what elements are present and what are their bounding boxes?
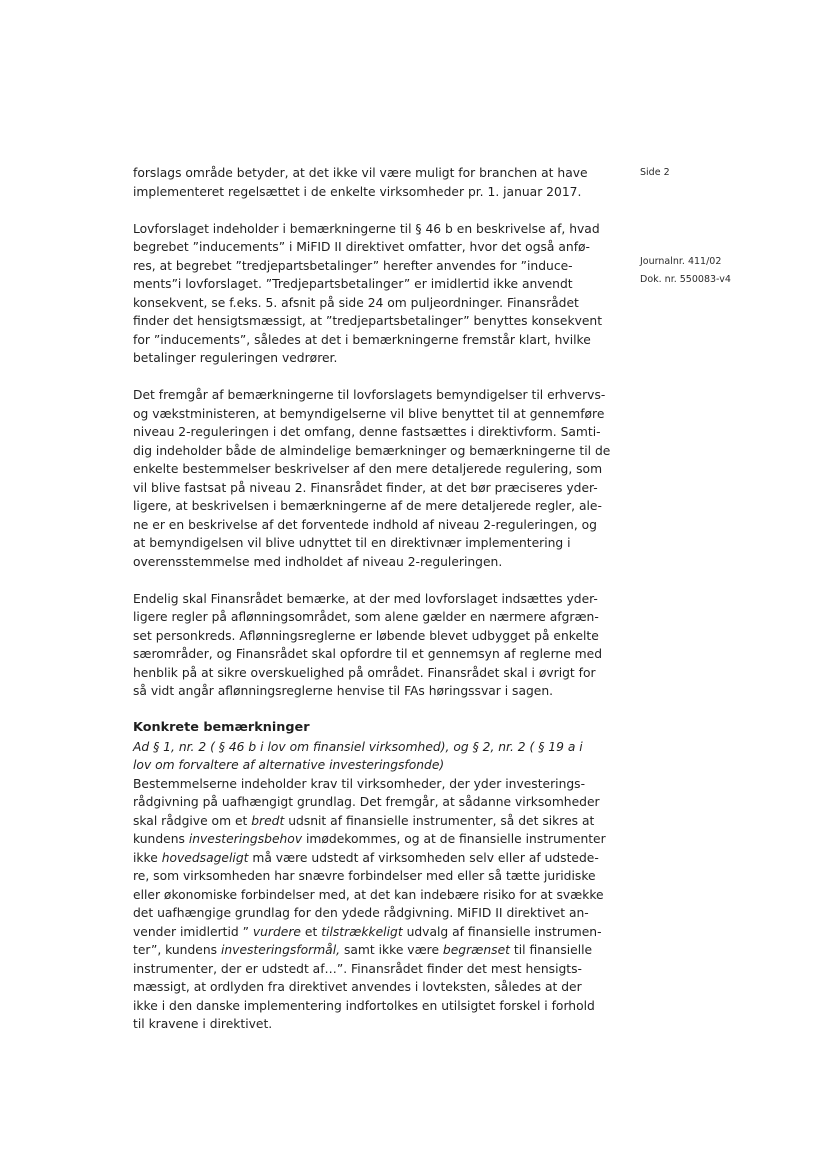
- text-line: for ”inducements”, således at det i bemærkningerne fremstår klart, hvilke: [133, 332, 591, 347]
- text-line: kundens investeringsbehov imødekommes, og at de finansielle instrumenter: [133, 832, 606, 846]
- text-line: instrumenter, der er udstedt af…”. Finansrådet finder det mest hensigts-: [133, 961, 582, 976]
- text-line: dig indeholder både de almindelige bemærkninger og bemærkningerne til de: [133, 443, 611, 458]
- text-line: henblik på at sikre overskuelighed på området. Finansrådet skal i øvrigt for: [133, 665, 596, 680]
- journal-number: Journalnr. 411/02: [640, 256, 722, 267]
- text-line: niveau 2-reguleringen i det omfang, denne fastsættes i direktivform. Samti-: [133, 425, 601, 439]
- text-line: ligere, at beskrivelsen i bemærkningerne af de mere detaljerede regler, ale-: [133, 499, 602, 513]
- text-line: eller økonomiske forbindelser med, at det kan indebære risiko for at svække: [133, 887, 604, 902]
- text-line: begrebet ”inducements” i MiFID II direktivet omfatter, hvor det også anfø-: [133, 240, 590, 254]
- text-line: rådgivning på uafhængigt grundlag. Det fremgår, at sådanne virksomheder: [133, 795, 600, 809]
- reference-block: [640, 253, 731, 289]
- paragraph-1: [133, 164, 603, 201]
- text-line: ter”, kundens investeringsformål, samt ikke være begrænset til finansielle: [133, 943, 593, 957]
- text-line: vender imidlertid ” vurdere et tilstrækkeligt udvalg af finansielle instrumen-: [133, 924, 602, 939]
- text-line: finder det hensigtsmæssigt, at ”tredjepartsbetalinger” benyttes konsekvent: [133, 314, 603, 328]
- text-line: re, som virksomheden har snævre forbindelser med eller så tætte juridiske: [133, 869, 596, 883]
- text-line: betalinger reguleringen vedrører.: [133, 351, 338, 365]
- text-line: Endelig skal Finansrådet bemærke, at der med lovforslaget indsættes yder-: [133, 591, 598, 606]
- page-number-label: Side 2: [640, 167, 670, 178]
- text-line: mæssigt, at ordlyden fra direktivet anvendes i lovteksten, således at der: [133, 980, 582, 994]
- section-subheading: Ad § 1, nr. 2 ( § 46 b i lov om finansiel virksomhed), og § 2, nr. 2 ( § 19 a i: [133, 739, 583, 754]
- emphasis: investeringsbehov: [188, 832, 303, 846]
- document-number: Dok. nr. 550083-v4: [640, 274, 731, 285]
- section-heading: Konkrete bemærkninger: [133, 720, 310, 735]
- text-line: at bemyndigelsen vil blive udnyttet til en direktivnær implementering i: [133, 536, 571, 550]
- text-line: og vækstministeren, at bemyndigelserne vil blive benyttet til at gennemføre: [133, 406, 605, 421]
- emphasis: vurdere: [252, 924, 301, 939]
- text-line: det uafhængige grundlag for den ydede rådgivning. MiFID II direktivet an-: [133, 906, 589, 920]
- text-line: Det fremgår af bemærkningerne til lovforslagets bemyndigelser til erhvervs-: [133, 388, 606, 402]
- section-subheading: lov om forvaltere af alternative investeringsfonde): [133, 758, 445, 772]
- body-text: [133, 164, 611, 1034]
- text-line: res, at begrebet ”tredjepartsbetalinger” herefter anvendes for ”induce-: [133, 258, 573, 273]
- emphasis: tilstrækkeligt: [321, 924, 403, 939]
- text-line: vil blive fastsat på niveau 2. Finansrådet finder, at det bør præciseres yder-: [133, 480, 598, 495]
- text-line: konsekvent, se f.eks. 5. afsnit på side 24 om puljeordninger. Finansrådet: [133, 295, 579, 310]
- text-line: Lovforslaget indeholder i bemærkningerne til § 46 b en beskrivelse af, hvad: [133, 221, 600, 236]
- text-line: særområder, og Finansrådet skal opfordre til et gennemsyn af reglerne med: [133, 647, 603, 661]
- text-line: så vidt angår aflønningsreglerne henvise til FAs høringssvar i sagen.: [133, 684, 554, 698]
- emphasis: bredt: [251, 813, 285, 828]
- text-line: ikke hovedsageligt må være udstedt af virksomheden selv eller af udstede-: [133, 850, 599, 865]
- text-line: ne er en beskrivelse af det forventede indhold af niveau 2-reguleringen, og: [133, 517, 597, 532]
- text-line: overensstemmelse med indholdet af niveau 2-reguleringen.: [133, 554, 503, 569]
- text-line: ikke i den danske implementering indfortolkes en utilsigtet forskel i forhold: [133, 998, 595, 1013]
- paragraph-3: [133, 386, 611, 571]
- emphasis: hovedsageligt: [161, 850, 249, 865]
- emphasis: begrænset: [442, 943, 510, 957]
- text-line: implementeret regelsættet i de enkelte virksomheder pr. 1. januar 2017.: [133, 184, 582, 199]
- emphasis: investeringsformål,: [220, 943, 341, 957]
- text-line: til kravene i direktivet.: [133, 1017, 273, 1031]
- text-line: forslags område betyder, at det ikke vil være muligt for branchen at have: [133, 166, 588, 180]
- paragraph-2: [133, 220, 603, 368]
- text-line: Bestemmelserne indeholder krav til virksomheder, der yder investerings-: [133, 776, 586, 791]
- text-line: ligere regler på aflønningsområdet, som alene gælder en nærmere afgræn-: [133, 610, 599, 624]
- paragraph-4: [133, 590, 603, 701]
- section-block: [133, 719, 606, 1034]
- text-line: skal rådgive om et bredt udsnit af finansielle instrumenter, så det sikres at: [133, 813, 595, 828]
- text-line: enkelte bestemmelser beskrivelser af den mere detaljerede regulering, som: [133, 462, 603, 476]
- text-line: set personkreds. Aflønningsreglerne er løbende blevet udbygget på enkelte: [133, 628, 599, 643]
- text-line: ments”i lovforslaget. ”Tredjepartsbetalinger” er imidlertid ikke anvendt: [133, 277, 573, 291]
